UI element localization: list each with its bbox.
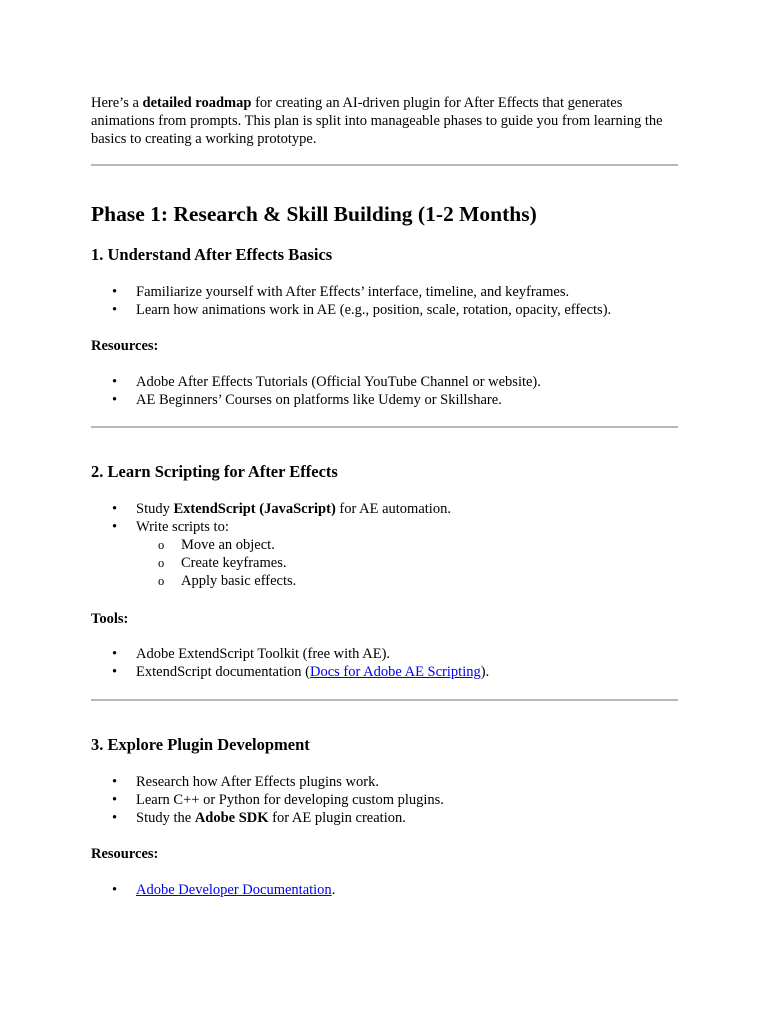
bold-text: ExtendScript (JavaScript) [173,501,336,517]
resources-label: Resources: [91,846,159,862]
sub-list-item: o Apply basic effects. [136,572,451,590]
list-item: • Adobe ExtendScript Toolkit (free with AE). [91,645,489,663]
tools-label: Tools: [91,611,129,627]
list-item [91,881,335,899]
intro-text: Here’s a [91,95,143,111]
text: ). [480,664,490,680]
text: ExtendScript documentation ( [136,664,310,680]
text: for AE automation. [335,501,451,517]
divider [91,164,678,166]
text: . [331,882,336,898]
text: for AE plugin creation. [268,810,406,826]
section3-heading: 3. Explore Plugin Development [91,735,310,754]
section3-bullets [91,773,444,827]
bold-text: Adobe SDK [194,810,269,826]
list-item: • Learn C++ or Python for developing custom plugins. [91,791,444,809]
text: Study the [136,810,195,826]
section2-tools [91,645,489,681]
section1-heading: 1. Understand After Effects Basics [91,245,333,264]
sub-list-item: o Move an object. [136,536,451,554]
intro-bold: detailed roadmap [142,95,252,111]
section2-bullets [91,500,451,590]
list-item [91,500,451,518]
developer-docs-link[interactable]: Adobe Developer Documentation [136,882,332,898]
list-item: • Research how After Effects plugins work. [91,773,444,791]
intro-text-rest: for creating an AI-driven plugin for After Effects that generates animations from prompts. This plan is split into manageable phases to guide you from learning the basics to creating a working prototype. [91,95,663,147]
list-item [91,809,444,827]
section1-bullets [91,283,611,319]
divider [91,699,678,701]
section2-heading: 2. Learn Scripting for After Effects [91,462,338,481]
list-item [91,663,489,681]
section1-resources [91,373,541,409]
list-item: • Adobe After Effects Tutorials (Official YouTube Channel or website). [91,373,541,391]
section3-resources [91,881,335,899]
docs-link[interactable]: Docs for Adobe AE Scripting [309,664,481,680]
resources-label: Resources: [91,338,159,354]
text: Study [136,501,174,517]
list-item: • Learn how animations work in AE (e.g., position, scale, rotation, opacity, effects). [91,301,611,319]
list-item [91,518,451,590]
intro-paragraph [91,94,681,148]
divider [91,426,678,428]
sub-list [136,536,451,590]
list-item: • Familiarize yourself with After Effects’ interface, timeline, and keyframes. [91,283,611,301]
phase-title: Phase 1: Research & Skill Building (1-2 Months) [91,202,537,226]
text: Write scripts to: [136,519,229,535]
list-item: • AE Beginners’ Courses on platforms like Udemy or Skillshare. [91,391,541,409]
sub-list-item: o Create keyframes. [136,554,451,572]
